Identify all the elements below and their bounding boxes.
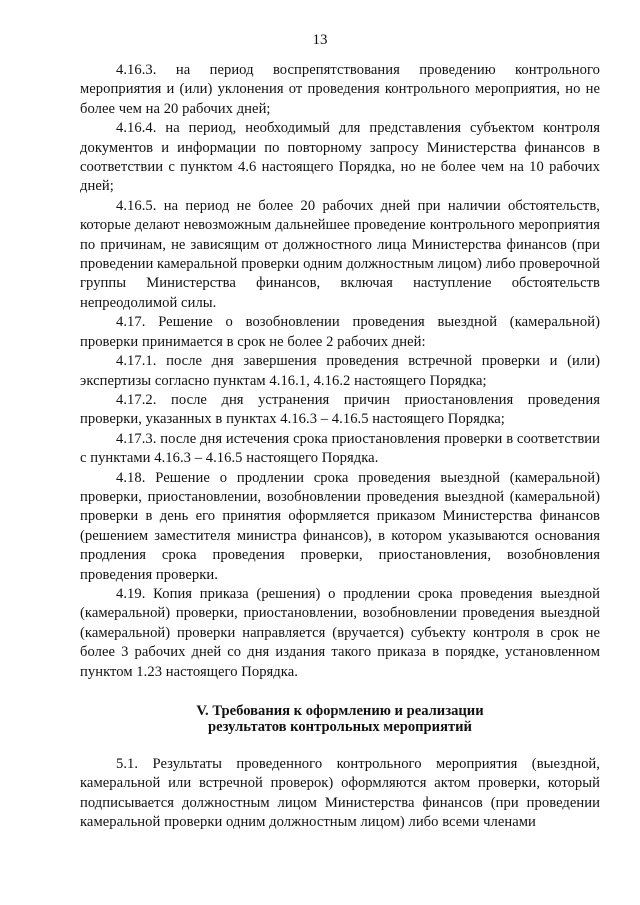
paragraph-5-1: 5.1. Результаты проведенного контрольного мероприятия (выездной, камеральной или встречной проверок) оформляются актом проверки, который подписывается должностным лицом Министерства финансов (при проведении камеральной проверки одним должностным лицом) либо всеми членами [80,756,600,831]
section-heading-line-2: результатов контрольных мероприятий [208,719,472,735]
paragraph-4-17-3: 4.17.3. после дня истечения срока приостановления проверки в соответствии с пунктами 4.16.3 – 4.16.5 настоящего Порядка. [80,430,600,467]
paragraph-4-19: 4.19. Копия приказа (решения) о продлении срока проведения выездной (камеральной) проверки, приостановлении, возобновлении проведения выездной (камеральной) проверки направляется (вручается) субъекту контроля в срок не более 3 рабочих дней со дня издания такого приказа в порядке, установленном пунктом 1.23 настоящего Порядка. [80,585,600,680]
paragraph-4-17-1: 4.17.1. после дня завершения проведения встречной проверки и (или) экспертизы согласно пунктам 4.16.1, 4.16.2 настоящего Порядка; [80,353,600,389]
paragraph-4-16-4: 4.16.4. на период, необходимый для представления субъектом контроля документов и информации по повторному запросу Министерства финансов в соответствии с пунктом 4.6 настоящего Порядка, но не более чем на 10 рабочих дней; [80,120,600,195]
paragraph-4-16-5: 4.16.5. на период не более 20 рабочих дней при наличии обстоятельств, которые делают невозможным дальнейшее проведение контрольного мероприятия по причинам, не зависящим от должностного лица Министерства финансов (при проведении камеральной проверки одним должностным лицом) либо проверочной группы Министерства финансов, включая наступление обстоятельств непреодолимой силы. [80,197,600,311]
paragraph-4-17: 4.17. Решение о возобновлении проведения выездной (камеральной) проверки принимается в срок не более 2 рабочих дней: [80,314,600,350]
section-heading-line-1: V. Требования к оформлению и реализации [196,703,484,719]
paragraph-4-16-3: 4.16.3. на период воспрепятствования проведению контрольного мероприятия и (или) уклонения от проведения контрольного мероприятия, но не более чем на 20 рабочих дней; [80,62,600,117]
paragraph-4-18: 4.18. Решение о продлении срока проведения выездной (камеральной) проверки, приостановлении, возобновлении проведения выездной (камеральной) проверки в день его принятия оформляется приказом Министерства финансов (решением заместителя министра финансов), в котором указываются основания продления срока проведения проверки, приостановления, возобновления проведения проверки. [80,469,600,583]
section-heading [80,703,600,735]
page-number: 13 [312,32,328,48]
paragraph-4-17-2: 4.17.2. после дня устранения причин приостановления проведения проверки, указанных в пунктах 4.16.3 – 4.16.5 настоящего Порядка; [80,391,600,428]
document-body [80,61,600,833]
